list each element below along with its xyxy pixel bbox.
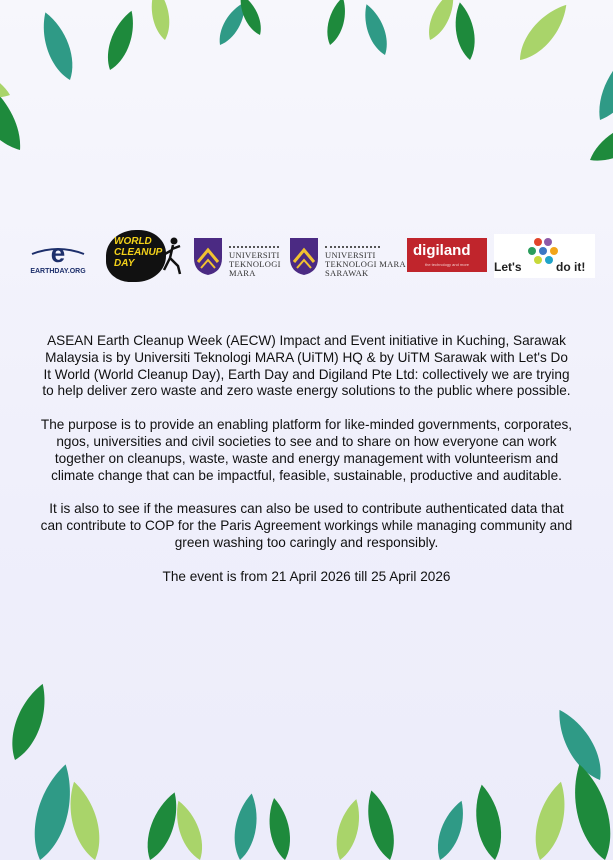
uitm-sarawak-line-2: TEKNOLOGI MARA	[325, 259, 406, 269]
digiland-wordmark: digiland	[413, 242, 471, 259]
earthday-logo	[22, 232, 94, 280]
wcd-line-1: WORLD	[114, 236, 152, 247]
uitm-sarawak-crest-icon	[288, 236, 320, 276]
runner-figure-icon	[162, 236, 184, 276]
wcd-line-3: DAY	[114, 258, 135, 269]
leaf-cluster-bottom-left	[4, 680, 295, 860]
wcd-line-2: CLEANUP	[114, 247, 163, 258]
do-it-text: do it!	[556, 260, 586, 274]
event-dates: The event is from 21 April 2026 till 25 April 2026	[162, 568, 451, 584]
uitm-sarawak-logo	[288, 232, 406, 280]
lets-text: Let's	[494, 260, 522, 274]
event-description	[40, 333, 573, 603]
paragraph-purpose: The purpose is to provide an enabling platform for like-minded governments, corporates, ngos, universities and civil societies to see and to share on how everyone can work together on cleanups, waste, waste and energy management with volunteerism and climate change that can be impactful, feasible, sustainable, productive and auditable.	[40, 417, 573, 483]
paragraph-measures: It is also to see if the measures can also be used to contribute authenticated data that can contribute to COP for the Paris Agreement workings while managing community and green washing too caringly and responsibly.	[40, 501, 573, 550]
uitm-logo	[192, 232, 284, 280]
paragraph-initiative: ASEAN Earth Cleanup Week (AECW) Impact and Event initiative in Kuching, Sarawak Malaysia is by Universiti Teknologi MARA (UiTM) HQ & by UiTM Sarawak with Let's Do It World (World Cleanup Day), Earth Day and Digiland Pte Ltd: collectively we are trying to help deliver zero waste and zero waste energy solutions to the public where possible.	[42, 333, 571, 399]
world-cleanup-day-logo	[106, 230, 184, 282]
partner-logos	[20, 232, 595, 282]
uitm-crest-icon	[192, 236, 224, 276]
uitm-line-3: MARA	[229, 268, 256, 278]
leaf-cluster-top-right	[323, 0, 613, 171]
uitm-sarawak-line-1: UNIVERSITI	[325, 250, 376, 260]
uitm-sarawak-line-3: SARAWAK	[325, 268, 369, 278]
svg-text:e: e	[50, 238, 66, 268]
lets-do-it-logo	[494, 234, 595, 278]
uitm-line-1: UNIVERSITI	[229, 250, 280, 260]
digiland-logo	[407, 238, 487, 272]
earthday-text: EARTHDAY.ORG	[30, 268, 86, 275]
uitm-line-2: TEKNOLOGI	[229, 259, 281, 269]
digiland-tagline: the technology and more	[425, 262, 470, 267]
leaf-cluster-bottom-right	[331, 704, 613, 860]
leaf-cluster-top-left	[0, 0, 266, 159]
